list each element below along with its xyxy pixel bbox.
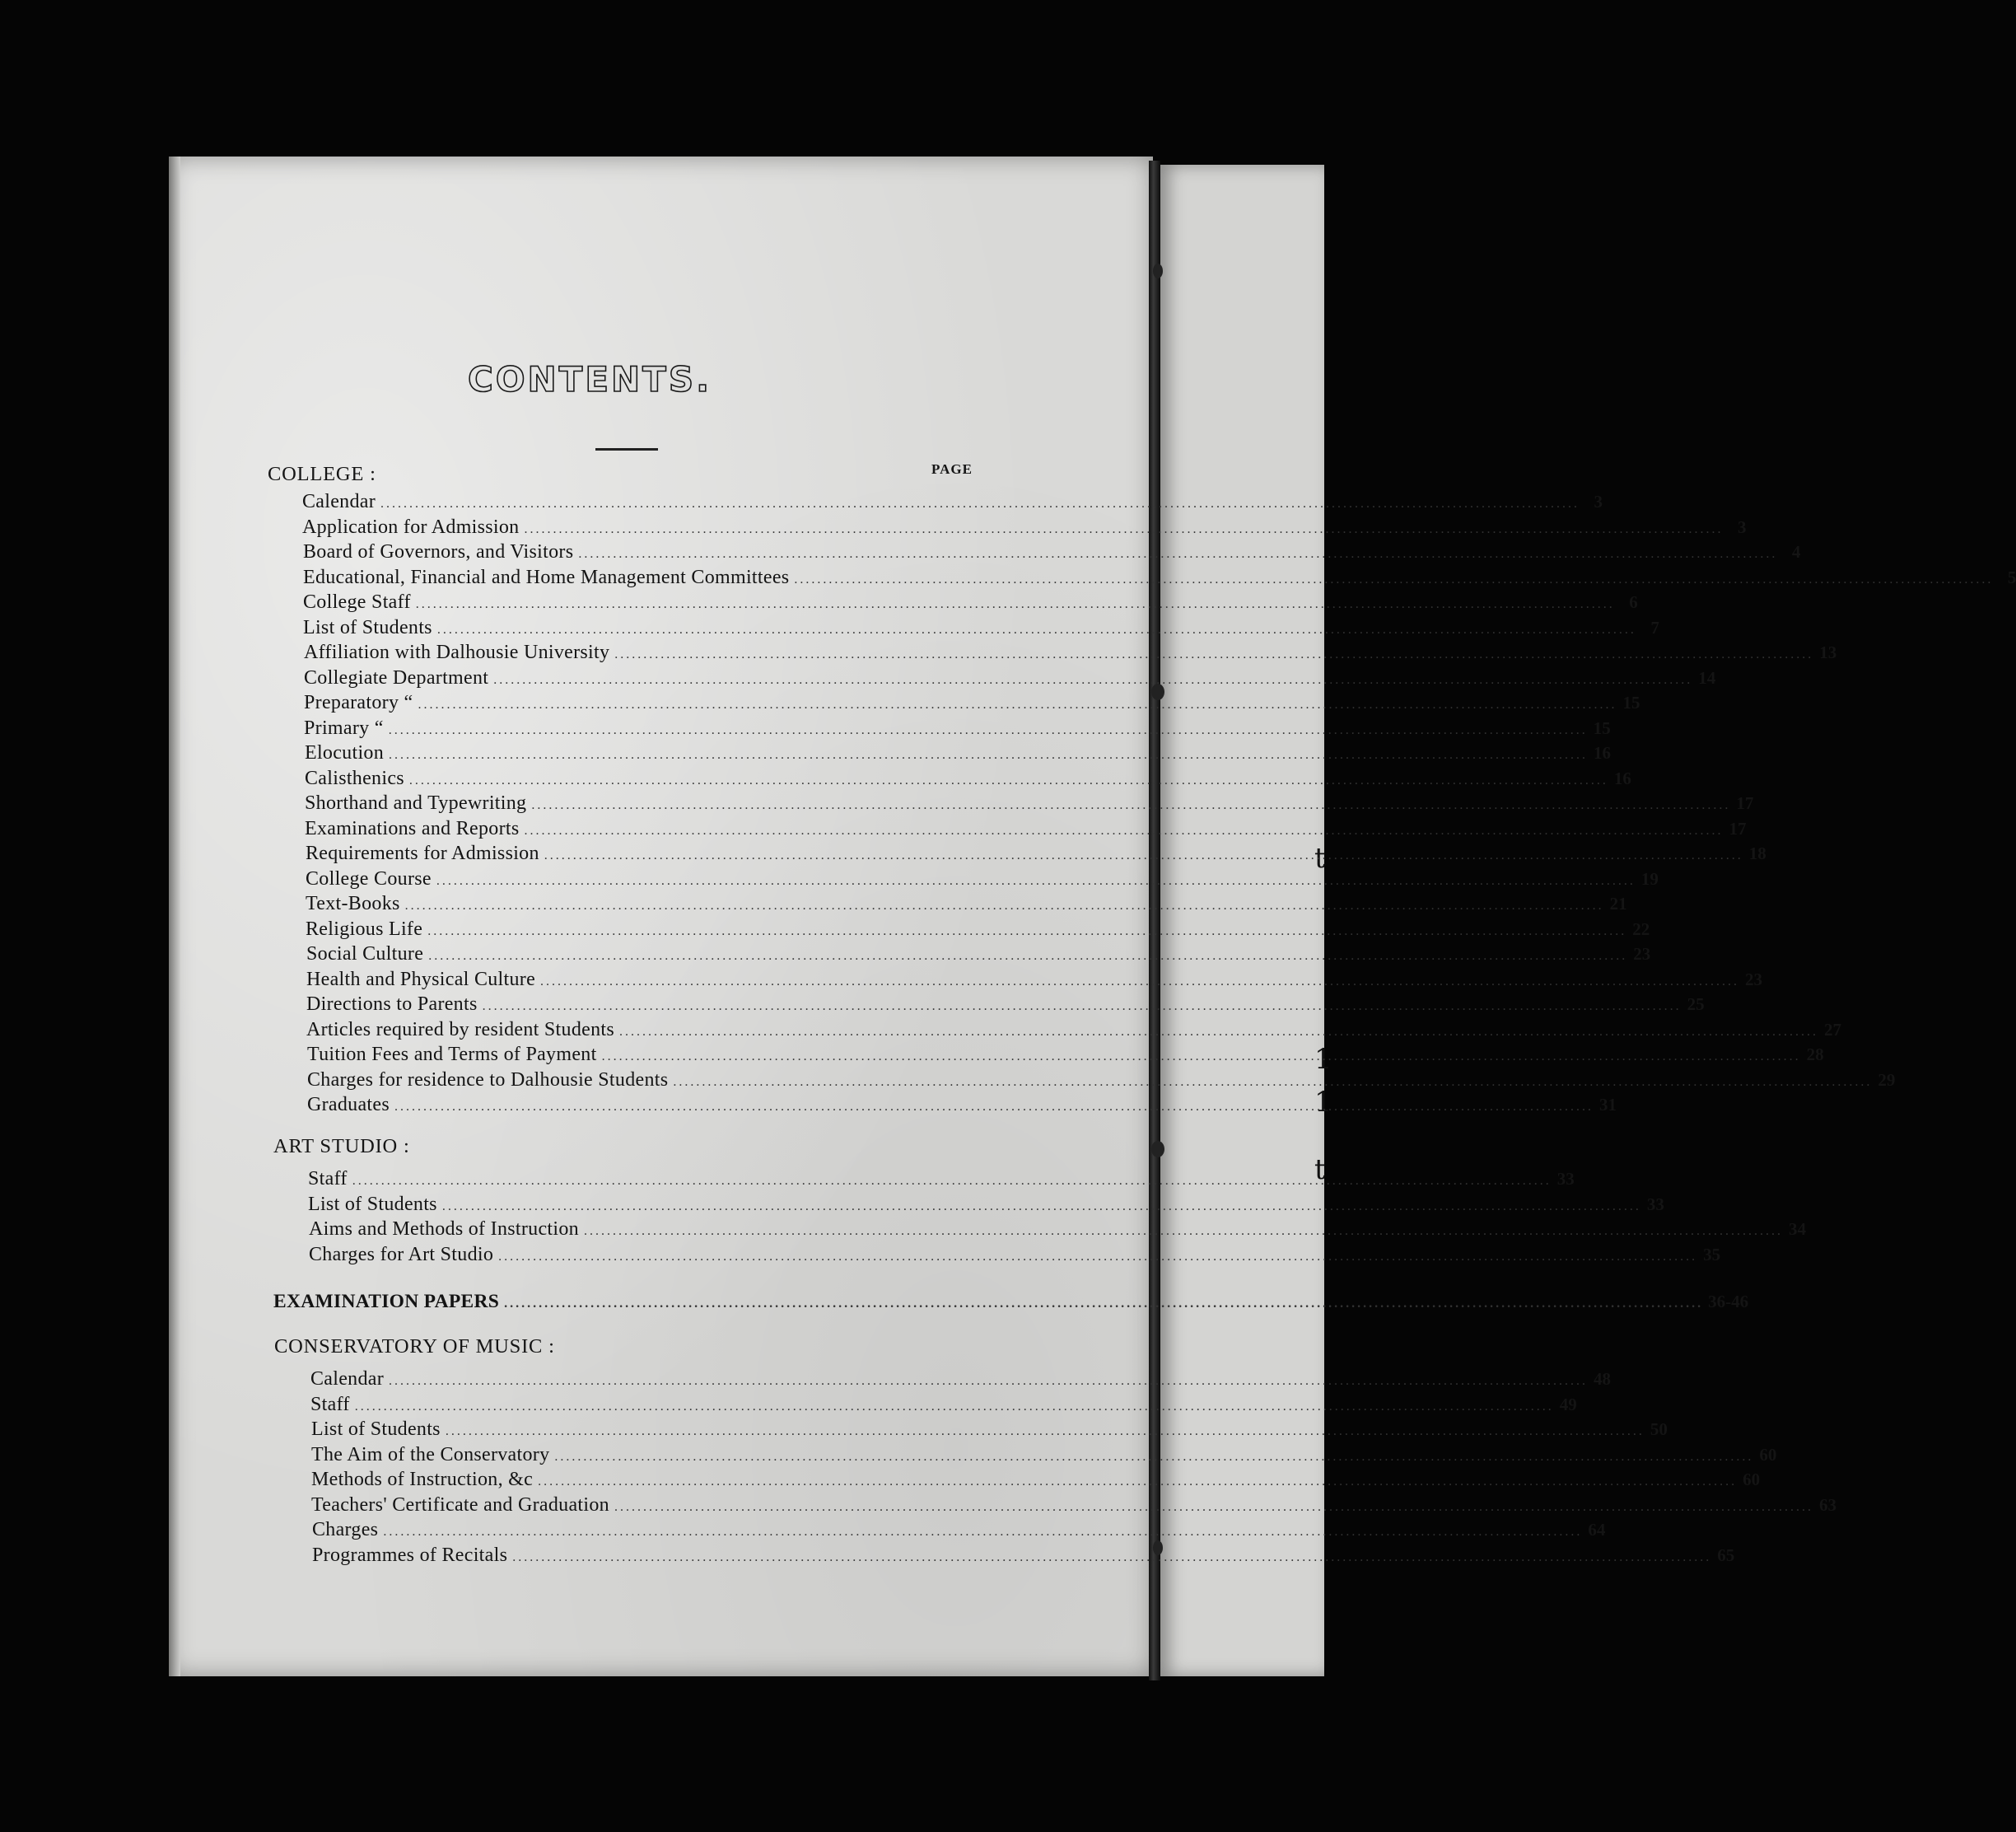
page-number: 60 <box>1759 1444 1777 1465</box>
leader-dots <box>602 1049 1801 1064</box>
right-page-letter: 1 <box>1314 1086 1332 1119</box>
list-item <box>304 666 1716 692</box>
page-number: 6 <box>1629 592 1638 612</box>
leader-dots <box>504 1297 1703 1311</box>
list-item <box>312 1544 1735 1569</box>
leader-dots <box>355 1400 1554 1414</box>
list-item <box>307 1044 1824 1068</box>
leader-dots <box>619 1025 1818 1040</box>
leader-dots <box>389 1374 1588 1389</box>
page-number: 17 <box>1736 793 1754 813</box>
page-number: 22 <box>1632 918 1650 939</box>
leader-dots <box>525 824 1724 839</box>
page-number: 64 <box>1588 1520 1606 1540</box>
page-title: CONTENTS. <box>468 359 712 400</box>
list-item <box>303 541 1801 566</box>
entry-label: Text-Books <box>306 893 400 914</box>
leader-dots <box>578 547 1777 562</box>
page-number: 65 <box>1717 1545 1735 1565</box>
entry-label: Elocution <box>305 742 385 764</box>
list-item <box>306 943 1651 968</box>
list-item <box>311 1418 1668 1443</box>
list-item <box>311 1469 1761 1493</box>
entry-label: Charges for residence to Dalhousie Students <box>307 1068 669 1091</box>
list-item <box>305 817 1747 843</box>
entry-label: Staff <box>310 1393 350 1415</box>
section-heading-conservatory: CONSERVATORY OF MUSIC : <box>274 1335 555 1358</box>
list-item <box>302 516 1747 541</box>
list-item <box>309 1218 1806 1243</box>
page-number: 50 <box>1650 1419 1668 1439</box>
list-item <box>303 566 2016 591</box>
list-item <box>307 1068 1896 1094</box>
entry-label: Methods of Instruction, &c <box>311 1469 534 1490</box>
page-number: 21 <box>1609 894 1627 914</box>
leader-dots <box>614 647 1813 662</box>
page-number: 4 <box>1791 542 1801 562</box>
leader-dots <box>442 1199 1641 1214</box>
page-number: 3 <box>1737 516 1747 537</box>
entry-label: Affiliation with Dalhousie University <box>304 642 610 663</box>
list-item <box>306 893 1627 918</box>
page-number: 60 <box>1743 1470 1761 1489</box>
list-item <box>305 792 1754 817</box>
page-number: 63 <box>1818 1494 1836 1515</box>
list-item <box>309 1243 1721 1269</box>
list-item <box>306 968 1763 993</box>
page-number: 3 <box>1594 492 1603 512</box>
page-number: 34 <box>1788 1219 1806 1239</box>
page-number: 16 <box>1613 768 1631 788</box>
leader-dots <box>405 899 1604 914</box>
leader-dots <box>538 1474 1737 1489</box>
entry-label: Teachers' Certificate and Graduation <box>311 1493 609 1516</box>
right-page-letter: t <box>1314 1153 1326 1186</box>
list-item <box>308 1193 1664 1218</box>
list-item <box>311 1443 1777 1469</box>
entry-label: Staff <box>308 1168 348 1189</box>
entry-label: Graduates <box>307 1094 390 1115</box>
leader-dots <box>416 597 1615 612</box>
entry-label: Articles required by resident Students <box>306 1018 614 1040</box>
leader-dots <box>427 924 1626 939</box>
entry-label: College Course <box>306 867 432 890</box>
page-number: 28 <box>1806 1045 1824 1064</box>
list-item <box>310 1368 1612 1393</box>
leader-dots <box>554 1450 1753 1465</box>
entry-label: Shorthand and Typewriting <box>305 792 527 814</box>
page-number: 35 <box>1703 1244 1721 1264</box>
leader-dots <box>794 572 1993 587</box>
page-number: 14 <box>1698 667 1716 688</box>
entry-label: Examinations and Reports <box>305 817 520 839</box>
list-item <box>311 1493 1836 1519</box>
entry-label: Requirements for Admission <box>306 843 539 864</box>
entry-label: Educational, Financial and Home Management Committees <box>303 566 790 588</box>
page-number: 7 <box>1650 617 1659 638</box>
leader-dots <box>389 723 1588 738</box>
leader-dots <box>428 949 1627 964</box>
entry-label: Board of Governors, and Visitors <box>303 541 574 563</box>
entry-label: Collegiate Department <box>304 666 489 689</box>
entry-label: Application for Admission <box>302 516 520 538</box>
leader-dots <box>614 1500 1813 1515</box>
list-item <box>312 1519 1606 1544</box>
leader-dots <box>418 698 1617 713</box>
section-heading-college: COLLEGE : <box>268 463 376 485</box>
leader-dots <box>493 673 1692 688</box>
leader-dots <box>436 874 1636 889</box>
leader-dots <box>389 748 1588 763</box>
page-number: 48 <box>1594 1369 1612 1389</box>
list-item <box>310 1393 1577 1418</box>
right-page-letter: 1 <box>1314 1043 1332 1076</box>
page-number: 29 <box>1878 1069 1896 1090</box>
page-number: 33 <box>1556 1169 1575 1189</box>
list-item <box>306 993 1705 1018</box>
page-number: 49 <box>1559 1394 1577 1414</box>
leader-dots <box>437 623 1636 638</box>
list-item <box>273 1291 1749 1316</box>
entry-label: Charges <box>312 1519 379 1540</box>
leader-dots <box>352 1174 1552 1189</box>
list-item <box>305 742 1612 767</box>
page-column-label: PAGE <box>931 461 973 477</box>
list-item <box>306 918 1650 943</box>
list-item <box>303 591 1638 616</box>
entry-label: The Aim of the Conservatory <box>311 1443 550 1465</box>
leader-dots <box>524 522 1723 537</box>
list-item <box>302 491 1603 516</box>
entry-label: Primary “ <box>304 717 384 739</box>
right-page-letter: t <box>1314 842 1326 875</box>
list-item <box>304 692 1640 717</box>
entry-label: Directions to Parents <box>306 993 478 1015</box>
page-number: 33 <box>1646 1194 1664 1214</box>
page-number: 36-46 <box>1708 1292 1749 1311</box>
section-heading-art-studio: ART STUDIO : <box>273 1135 410 1157</box>
list-item <box>306 843 1766 867</box>
leader-dots <box>409 773 1608 788</box>
list-item <box>303 616 1659 642</box>
list-item <box>306 867 1659 893</box>
entry-label: Calendar <box>302 491 376 512</box>
leader-dots <box>544 848 1743 863</box>
leader-dots <box>584 1224 1783 1239</box>
list-item <box>305 767 1631 792</box>
leader-dots <box>531 798 1730 813</box>
entry-label: Religious Life <box>306 918 423 940</box>
page-number: 18 <box>1748 844 1766 863</box>
page-number: 13 <box>1819 643 1837 662</box>
entry-label: Tuition Fees and Terms of Payment <box>307 1044 597 1065</box>
page-number: 23 <box>1745 969 1763 989</box>
leader-dots <box>483 999 1682 1014</box>
page-number: 17 <box>1729 818 1747 839</box>
page-number: 15 <box>1622 693 1640 713</box>
leader-dots <box>498 1250 1697 1264</box>
page-number: 23 <box>1633 944 1651 964</box>
page-number: 25 <box>1687 994 1705 1014</box>
entry-label: College Staff <box>303 591 411 613</box>
entry-label: Health and Physical Culture <box>306 968 536 990</box>
list-item <box>304 642 1837 666</box>
entry-label: List of Students <box>303 616 432 638</box>
page-number: 27 <box>1823 1019 1841 1040</box>
page-number: 19 <box>1640 868 1659 889</box>
title-rule <box>595 448 658 451</box>
list-item <box>306 1018 1841 1044</box>
entry-label: Programmes of Recitals <box>312 1544 508 1566</box>
section-heading-examination-papers: EXAMINATION PAPERS <box>273 1291 500 1312</box>
leader-dots <box>383 1525 1582 1540</box>
leader-dots <box>394 1100 1594 1115</box>
entry-label: Charges for Art Studio <box>309 1243 494 1265</box>
page-number: 15 <box>1593 717 1611 738</box>
page-number: 16 <box>1594 743 1612 763</box>
page-number: 31 <box>1599 1095 1617 1115</box>
entry-label: Calendar <box>310 1368 385 1390</box>
list-item <box>308 1168 1575 1193</box>
entry-label: Preparatory “ <box>304 692 413 713</box>
page-number: 5 <box>2007 567 2016 587</box>
leader-dots <box>540 974 1739 989</box>
leader-dots <box>380 497 1580 512</box>
leader-dots <box>673 1075 1872 1090</box>
list-item <box>307 1094 1617 1119</box>
leader-dots <box>446 1424 1645 1439</box>
entry-label: Social Culture <box>306 943 424 965</box>
entry-label: Calisthenics <box>305 767 404 789</box>
list-item <box>304 717 1611 742</box>
entry-label: List of Students <box>308 1193 437 1215</box>
entry-label: Aims and Methods of Instruction <box>309 1218 579 1240</box>
entry-label: List of Students <box>311 1418 441 1440</box>
leader-dots <box>512 1550 1711 1565</box>
